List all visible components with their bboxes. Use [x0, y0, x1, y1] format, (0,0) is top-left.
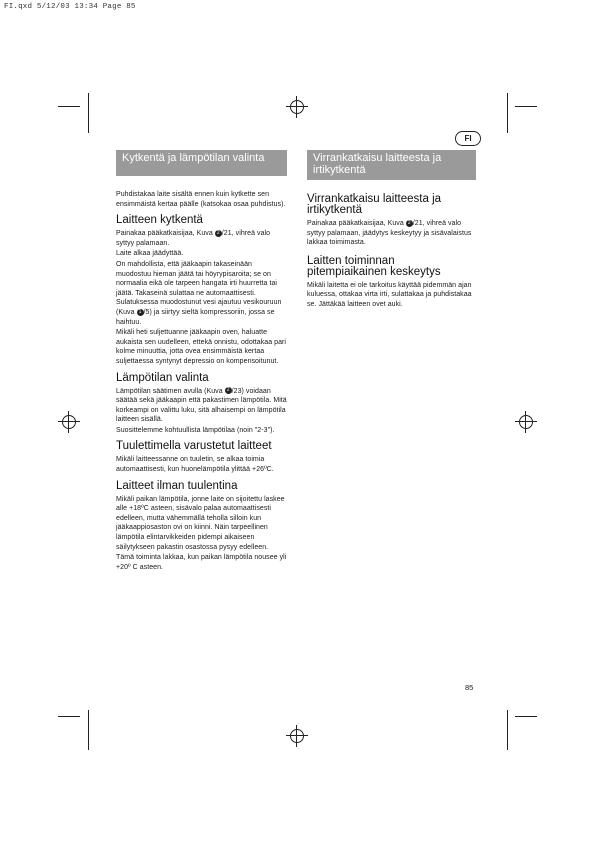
paragraph: Suosittelemme kohtuullista lämpötilaa (noin "2-3"). — [116, 426, 275, 434]
paragraph: Laite alkaa jäädyttää. — [116, 250, 184, 258]
paragraph: Tämä toiminta lakkaa, kun paikan lämpötila nousee yli +20º C asteen. — [116, 554, 287, 571]
page-number: 85 — [465, 683, 474, 692]
left-column — [116, 150, 288, 573]
registration-mark-left — [58, 411, 80, 433]
registration-mark-top — [286, 96, 308, 118]
heading-tuulettimella: Tuulettimella varustetut laitteet — [116, 440, 272, 453]
crop-mark-bottom-right-v — [507, 710, 508, 750]
crop-mark-top-left-h — [58, 106, 80, 107]
crop-mark-bottom-left-v — [88, 710, 89, 750]
paragraph: Painakaa pääkatkaisijaa, Kuva 2 /21, vihreä valo syttyy palamaan. — [116, 229, 271, 247]
registration-mark-bottom — [286, 725, 308, 747]
crop-mark-bottom-left-h — [58, 716, 80, 717]
print-header: FI.qxd 5/12/03 13:34 Page 85 — [4, 3, 136, 11]
paragraph: On mahdollista, että jääkaapin takaseinään muodostuu hieman jäätä tai höyrypisaroita; se on normaalia eikä ole tarpeen hangata irti huurretta tai jäätä. Takaseinä sulattaa ne automaattisesti. Sulatuksessa muodostunut vesi ajautuu vesikouruun (Kuva 1 /5) ja siirtyy sieltä kompressoriin, jossa se haihtuu. — [116, 260, 282, 326]
heading-laitteen-kytkenta: Laitteen kytkentä — [116, 214, 203, 227]
registration-mark-right — [515, 411, 537, 433]
heading-ilman-tuulentina: Laitteet ilman tuulentina — [116, 479, 238, 492]
heading-pitempiaikainen-keskeytys: Laitten toiminnan pitempiaikainen keskeytys — [307, 254, 441, 278]
paragraph: Mikäli heti suljettuanne jääkaapin oven, haluatte aukaista sen uudelleen, ettekä onnistu, odottakaa pari kolme minuuttia, jotta ovea ensimmäistä kertaa suljettaessa syntynyt depressio on kompensoitunut. — [116, 329, 287, 365]
crop-mark-top-left-v — [88, 93, 89, 133]
right-section-banner: Virrankatkaisu laitteesta ja irtikytkentä — [307, 150, 476, 180]
heading-virrankatkaisu: Virrankatkaisu laitteesta ja irtikytkentä — [307, 193, 442, 216]
right-column — [307, 150, 477, 311]
crop-mark-top-right-h — [515, 106, 537, 107]
paragraph: Painakaa pääkatkaisijaa, Kuva 2 /21, vihreä valo syttyy palamaan, jäädytys keskeytyy ja sisävalaistus lakkaa toimimasta. — [307, 219, 472, 247]
crop-mark-top-right-v — [507, 93, 508, 133]
left-section-banner: Kytkentä ja lämpötilan valinta — [116, 150, 287, 176]
paragraph: Lämpötilan säätimen avulla (Kuva 2 /23) voidaan säätää sekä jääkaapin että pakastimen lämpötila. Mitä korkeampi on valittu luku, sitä alhaisempi on lämpötila laitteen sisällä. — [116, 387, 287, 424]
figure-ref-icon: 2 — [406, 220, 413, 227]
crop-mark-bottom-right-h — [515, 716, 537, 717]
paragraph: Mikäli laitetta ei ole tarkoitus käyttää pidemmän ajan kuluessa, ottakaa virta irti, sulattakaa ja puhdistakaa se. Jättäkää laitteen ovet auki. — [307, 281, 472, 308]
figure-ref-icon: 2 — [225, 387, 232, 394]
paragraph: Mikäli laitteessanne on tuuletin, se alkaa toimia automaattisesti, kun huonelämpötila ylittää +26ºC. — [116, 456, 274, 474]
heading-lampotilan-valinta: Lämpötilan valinta — [116, 371, 209, 384]
figure-ref-icon: 2 — [215, 230, 222, 237]
intro-paragraph: Puhdistakaa laite sisältä ennen kuin kytkette sen ensimmäistä kertaa päälle (katsokaa osaa puhdistus). — [116, 191, 286, 208]
paragraph: Mikäli paikan lämpötila, jonne laite on sijoitettu laskee alle +18ºC asteen, sisävalo palaa automaattisesti edelleen, mutta vähemmällä teholla silloin kun jääkaappiosaston ovi on kiinni. Näin tarpeellinen lämpötila elintarvikkeiden pidempi aikaiseen säilytykseen pakastin osastossa pysyy edelleen. — [116, 495, 285, 551]
language-badge: FI — [455, 131, 481, 146]
figure-ref-icon: 1 — [137, 309, 144, 316]
